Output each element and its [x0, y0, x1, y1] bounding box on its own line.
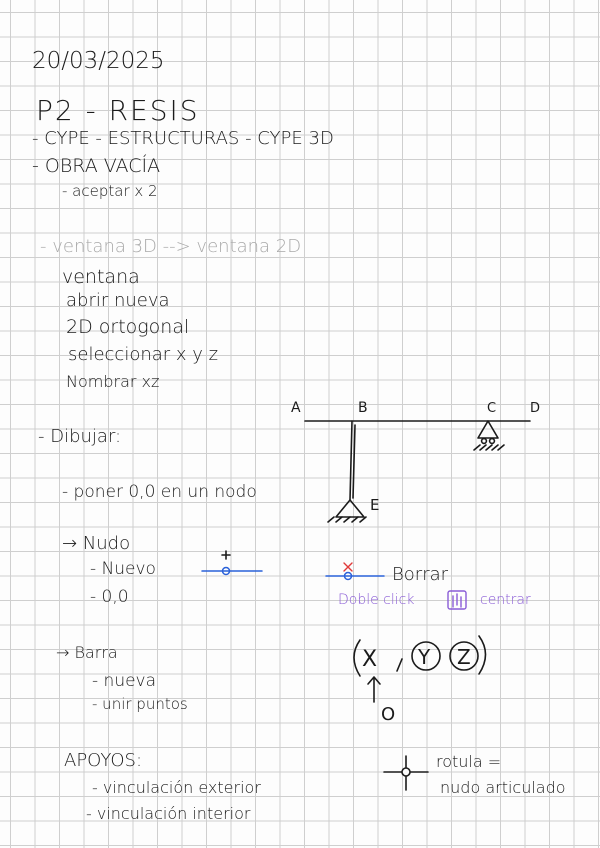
note-seleccionar: seleccionar x y z — [68, 344, 219, 365]
note-borrar: Borrar — [392, 564, 449, 585]
origin-label: O — [381, 704, 396, 725]
axis-z-label: Z — [457, 645, 471, 669]
frame-diagram — [291, 400, 540, 522]
note-unir: - unir puntos — [92, 695, 188, 713]
left-paren — [354, 640, 360, 676]
note-title: P2 - RESIS — [36, 94, 200, 127]
node-label-e: E — [370, 496, 380, 514]
node-label-d: D — [530, 401, 541, 416]
node-label-c: C — [487, 401, 497, 416]
hand-icon — [448, 591, 466, 609]
note-poner: - poner 0,0 en un nodo — [62, 482, 257, 502]
note-aceptar: - aceptar x 2 — [62, 182, 158, 200]
right-paren — [479, 636, 486, 674]
note-vinc-int: - vinculación interior — [86, 804, 251, 823]
note-nuevo: - Nuevo — [90, 559, 156, 579]
note-rotula-2: nudo articulado — [440, 778, 566, 797]
note-date: 20/03/2025 — [32, 48, 165, 74]
note-nudo: → Nudo — [62, 533, 131, 554]
comma-mark — [397, 659, 402, 671]
note-abrir: abrir nueva — [66, 290, 170, 311]
node-label-a: A — [291, 400, 301, 416]
hinge-icon — [384, 756, 428, 790]
note-dibujar: - Dibujar: — [38, 426, 122, 447]
note-cero: - 0,0 — [90, 587, 129, 607]
ground-hatch-icon — [474, 445, 504, 450]
note-barra-nueva: - nueva — [92, 671, 157, 691]
delete-node-icon — [326, 563, 384, 580]
column-line-inner — [353, 425, 355, 498]
axes-sketch — [354, 636, 486, 725]
fixed-support-icon — [336, 500, 364, 517]
note-ventana: ventana — [62, 266, 140, 288]
note-doble-click: Doble click — [338, 592, 415, 608]
roller-support-icon — [478, 421, 498, 438]
note-apoyos: APOYOS: — [64, 750, 143, 771]
axis-x-label: X — [362, 647, 378, 672]
note-rotula-1: rotula = — [436, 752, 502, 771]
note-barra: → Barra — [56, 643, 118, 662]
axis-y-label: Y — [418, 645, 431, 669]
new-node-icon — [202, 551, 262, 575]
note-centrar: centrar — [480, 592, 531, 608]
note-path: - CYPE - ESTRUCTURAS - CYPE 3D — [32, 128, 334, 149]
roller-wheel-icon — [482, 439, 487, 444]
node-label-b: B — [358, 400, 368, 416]
column-line — [350, 421, 352, 500]
roller-wheel-icon — [490, 439, 495, 444]
note-ventana-step: - ventana 3D --> ventana 2D — [40, 236, 302, 257]
note-nombrar: Nombrar xz — [66, 372, 160, 391]
up-arrow-icon — [368, 677, 380, 702]
note-vinc-ext: - vinculación exterior — [92, 778, 261, 797]
note-obra: - OBRA VACÍA — [32, 155, 161, 177]
note-ortogonal: 2D ortogonal — [66, 316, 190, 338]
